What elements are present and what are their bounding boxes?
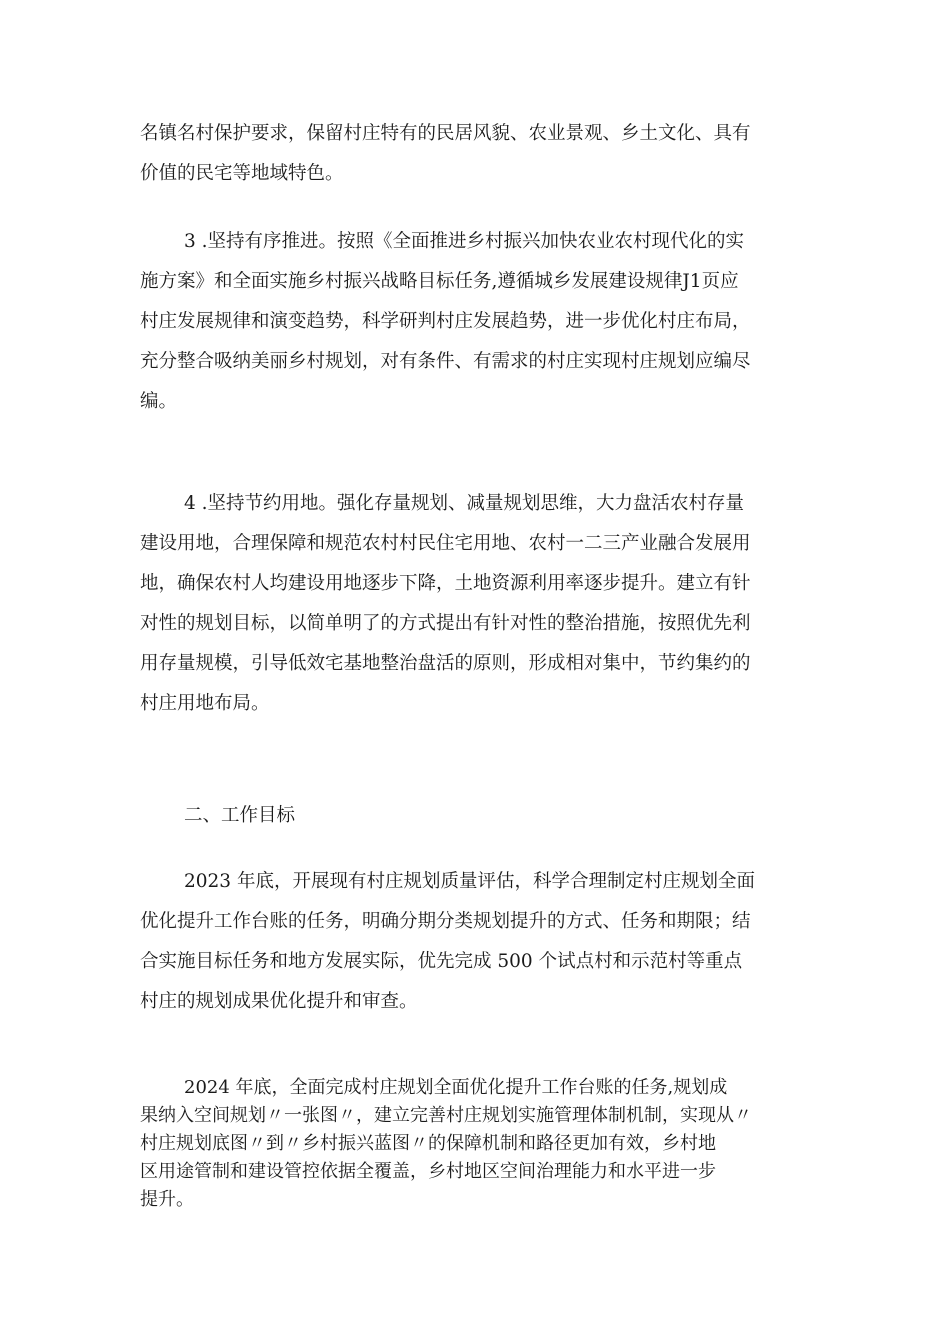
text-line: 村庄用地布局。 [140, 693, 270, 714]
text-line: 4 .坚持节约用地。强化存量规划、减量规划思维，大力盘活农村存量 [184, 493, 745, 514]
text-line: 区用途管制和建设管控依据全覆盖，乡村地区空间治理能力和水平进一步 [140, 1161, 716, 1182]
text-line: 村庄发展规律和演变趋势，科学研判村庄发展趋势，进一步优化村庄布局， [140, 311, 751, 332]
text-line: 村庄规划底图〃到〃乡村振兴蓝图〃的保障机制和路径更加有效，乡村地 [140, 1133, 716, 1154]
text-line: 充分整合吸纳美丽乡村规划，对有条件、有需求的村庄实现村庄规划应编尽 [140, 351, 751, 372]
text-line: 地，确保农村人均建设用地逐步下降，土地资源利用率逐步提升。建立有针 [140, 573, 751, 594]
text-line: 价值的民宅等地域特色。 [140, 163, 344, 184]
paragraph-2024 [140, 1074, 820, 1214]
text-line: 优化提升工作台账的任务，明确分期分类规划提升的方式、任务和期限；结 [140, 911, 751, 932]
text-line: 合实施目标任务和地方发展实际，优先完成 500 个试点村和示范村等重点 [140, 951, 743, 972]
text-line: 用存量规模，引导低效宅基地整治盘活的原则，形成相对集中，节约集约的 [140, 653, 751, 674]
text-line: 编。 [140, 391, 178, 412]
text-line: 名镇名村保护要求，保留村庄特有的民居风貌、农业景观、乡土文化、具有 [140, 123, 751, 144]
text-line: 建设用地，合理保障和规范农村村民住宅用地、农村一二三产业融合发展用 [140, 533, 751, 554]
section-title: 二、工作目标 [184, 805, 296, 826]
text-line: 对性的规划目标，以简单明了的方式提出有针对性的整治措施，按照优先利 [140, 613, 751, 634]
paragraph-item-3 [140, 222, 820, 422]
paragraph-item-4 [140, 484, 820, 724]
text-line: 村庄的规划成果优化提升和审查。 [140, 991, 418, 1012]
text-line: 3 .坚持有序推进。按照《全面推进乡村振兴加快农业农村现代化的实 [184, 231, 745, 252]
section-heading [140, 796, 820, 836]
text-line: 提升。 [140, 1189, 194, 1210]
paragraph-2023 [140, 862, 820, 1022]
text-line: 施方案》和全面实施乡村振兴战略目标任务,遵循城乡发展建设规律J1页应 [140, 271, 739, 292]
paragraph-1 [140, 114, 820, 194]
text-line: 2024 年底，全面完成村庄规划全面优化提升工作台账的任务,规划成 [184, 1077, 728, 1098]
text-line: 果纳入空间规划〃一张图〃，建立完善村庄规划实施管理体制机制，实现从〃 [140, 1105, 752, 1126]
text-line: 2023 年底，开展现有村庄规划质量评估，科学合理制定村庄规划全面 [184, 871, 755, 892]
